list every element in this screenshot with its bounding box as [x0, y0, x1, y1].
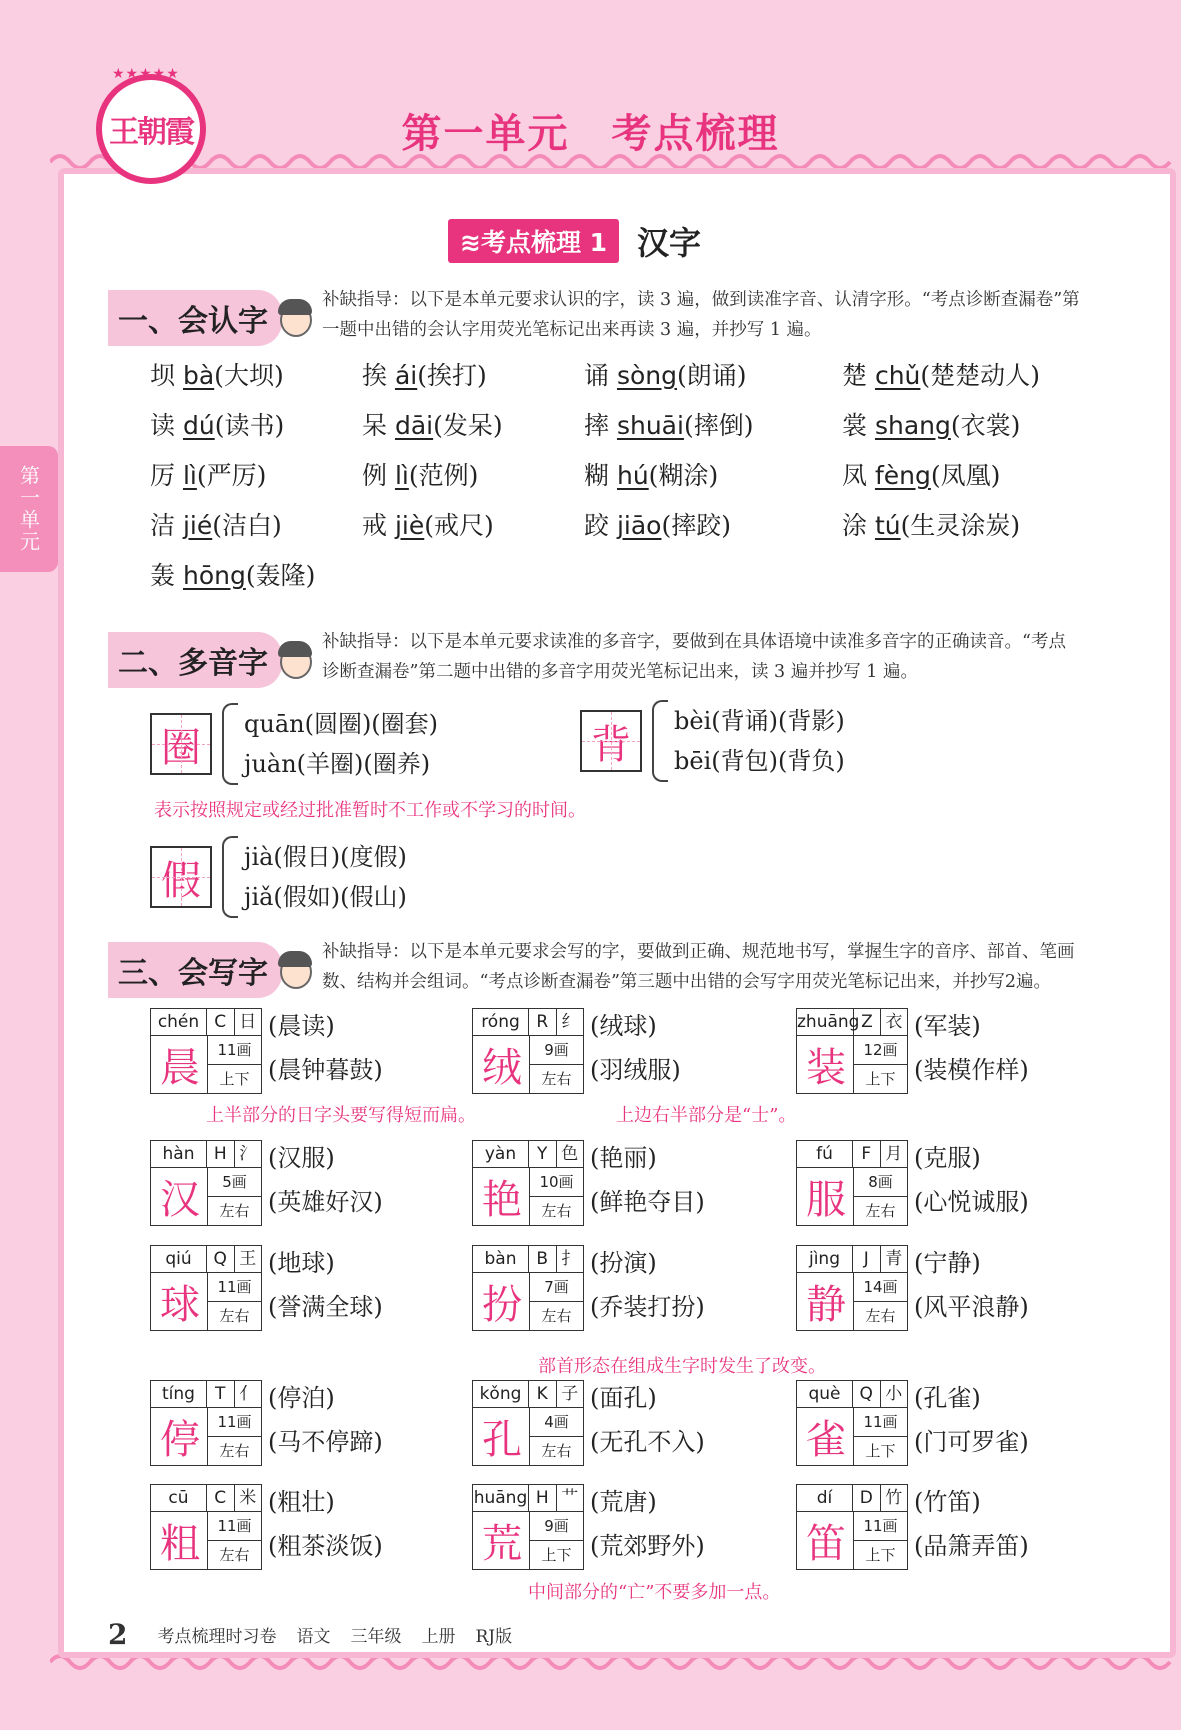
- pinyin: bàn: [473, 1246, 529, 1272]
- example-word: 读书: [224, 411, 275, 440]
- index-letter: B: [529, 1246, 557, 1272]
- index-letter: C: [207, 1009, 235, 1035]
- page-footer: [108, 1618, 512, 1651]
- recognize-chars-grid: [150, 356, 1102, 592]
- char-info-box: [472, 1380, 584, 1466]
- polyphone-char: 假: [150, 846, 212, 908]
- structure: 左右: [865, 1202, 896, 1220]
- big-char: 扮: [475, 1273, 530, 1330]
- recognize-char-item: 跤 jiāo(摔跤): [584, 511, 732, 540]
- section-1-label: 一、会认字: [108, 290, 282, 346]
- write-char-card: [796, 1008, 1029, 1094]
- recognize-char-item: 诵 sòng(朗诵): [584, 361, 747, 390]
- stroke-count: 4画: [530, 1408, 583, 1437]
- kid-face-icon: [276, 639, 314, 681]
- word-1: (粗壮): [268, 1488, 335, 1516]
- big-char: 装: [799, 1036, 854, 1093]
- char-info-box: [472, 1140, 584, 1226]
- recognize-char-item: 厉 lì(严厉): [150, 461, 267, 490]
- stroke-count: 5画: [208, 1168, 261, 1197]
- stroke-count: 11画: [208, 1408, 261, 1437]
- write-char-card: [796, 1380, 1029, 1466]
- write-char-card: [150, 1245, 383, 1331]
- word-1: (孔雀): [914, 1384, 981, 1412]
- annotation-note: 表示按照规定或经过批准暂时不工作或不学习的时间。: [154, 800, 586, 821]
- char: 厉: [150, 461, 176, 490]
- stroke-count: 11画: [208, 1036, 261, 1065]
- char-info-box: [150, 1008, 262, 1094]
- stroke-count: 11画: [208, 1273, 261, 1302]
- pinyin: jiè: [394, 511, 425, 540]
- pinyin: zhuāng: [797, 1009, 854, 1035]
- word-2: (粗茶淡饭): [268, 1532, 383, 1560]
- index-letter: R: [529, 1009, 557, 1035]
- example-word: 轰隆: [255, 561, 306, 590]
- example-word: 糊涂: [658, 461, 709, 490]
- recognize-char-item: 戒 jiè(戒尺): [362, 511, 494, 540]
- footer-edition: RJ版: [475, 1627, 513, 1647]
- char-info-box: [796, 1245, 908, 1331]
- char: 诵: [584, 361, 610, 390]
- big-char: 静: [799, 1273, 854, 1330]
- word-1: (克服): [914, 1144, 981, 1172]
- section-2-header: [108, 632, 314, 688]
- big-char: 雀: [799, 1408, 854, 1465]
- recognize-char-item: 凤 fèng(凤凰): [842, 461, 1001, 490]
- radical: 日: [239, 1012, 257, 1032]
- big-char: 荒: [475, 1512, 530, 1569]
- polyphone-item: [150, 836, 407, 918]
- structure: 左右: [219, 1442, 250, 1460]
- write-char-card: [150, 1008, 383, 1094]
- char-info-box: [150, 1140, 262, 1226]
- word-2: (鲜艳夺目): [590, 1188, 705, 1216]
- footer-grade: 三年级: [350, 1627, 402, 1647]
- pinyin: chǔ: [874, 361, 921, 390]
- char: 例: [362, 461, 388, 490]
- radical: 子: [561, 1384, 579, 1404]
- example-word: 大坝: [223, 361, 274, 390]
- big-char: 球: [153, 1273, 208, 1330]
- index-letter: Y: [529, 1141, 557, 1167]
- index-letter: H: [207, 1141, 235, 1167]
- polyphone-item: [150, 703, 438, 785]
- unit-side-tab: 第一单元: [0, 446, 58, 572]
- index-letter: Q: [853, 1381, 881, 1407]
- recognize-char-item: 涂 tú(生灵涂炭): [842, 511, 1021, 540]
- char: 轰: [150, 561, 176, 590]
- example-word: 楚楚动人: [930, 361, 1031, 390]
- recognize-char-item: 例 lì(范例): [362, 461, 479, 490]
- char: 洁: [150, 511, 176, 540]
- pinyin: hàn: [151, 1141, 207, 1167]
- recognize-char-item: 挨 ái(挨打): [362, 361, 487, 390]
- pinyin: yàn: [473, 1141, 529, 1167]
- section-3-guide: 补缺指导：以下是本单元要求会写的字，要做到正确、规范地书写，掌握生字的音序、部首、笔画数、结构并会组词。“考点诊断查漏卷”第三题中出错的会写字用荧光笔标记出来，并抄写2遍。: [322, 942, 1075, 992]
- structure: 上下: [865, 1546, 896, 1564]
- brace: [222, 836, 238, 918]
- example-word: 严厉: [206, 461, 257, 490]
- index-letter: Z: [854, 1009, 881, 1035]
- example-word: 衣裳: [960, 411, 1011, 440]
- page-title: 第一单元 考点梳理: [401, 111, 780, 157]
- big-char: 服: [799, 1168, 854, 1225]
- char-info-box: [150, 1484, 262, 1570]
- pinyin: cū: [151, 1485, 207, 1511]
- recognize-char-item: 裳 shang(衣裳): [842, 411, 1021, 440]
- radical: 竹: [885, 1488, 903, 1508]
- polyphone-item: [580, 700, 845, 782]
- recognize-char-item: 坝 bà(大坝): [150, 361, 284, 390]
- recognize-char-item: 摔 shuāi(摔倒): [584, 411, 754, 440]
- footer-subject: 语文: [296, 1627, 331, 1647]
- index-letter: J: [853, 1246, 881, 1272]
- section-2-label: 二、多音字: [108, 632, 282, 688]
- write-char-card: [796, 1140, 1029, 1226]
- section-3-header: [108, 942, 314, 998]
- subtitle-text: 汉字: [637, 224, 702, 262]
- word-1: (竹笛): [914, 1488, 981, 1516]
- word-1: (艳丽): [590, 1144, 657, 1172]
- polyphone-char: 圈: [150, 713, 212, 775]
- word-2: (门可罗雀): [914, 1428, 1029, 1456]
- char: 摔: [584, 411, 610, 440]
- polyphone-line: jiǎ(假如)(假山): [244, 883, 407, 911]
- write-char-card: [796, 1245, 1029, 1331]
- word-2: (马不停蹄): [268, 1428, 383, 1456]
- brace: [652, 700, 668, 782]
- example-word: 发呆: [442, 411, 493, 440]
- word-2: (英雄好汉): [268, 1188, 383, 1216]
- structure: 左右: [541, 1442, 572, 1460]
- radical: 扌: [561, 1249, 579, 1269]
- word-1: (晨读): [268, 1012, 335, 1040]
- pinyin: dú: [182, 411, 215, 440]
- structure: 上下: [541, 1546, 572, 1564]
- index-letter: T: [207, 1381, 235, 1407]
- char-info-box: [472, 1008, 584, 1094]
- big-char: 汉: [153, 1168, 208, 1225]
- annotation-note: 中间部分的“亡”不要多加一点。: [528, 1582, 781, 1603]
- section-1-guide: 补缺指导：以下是本单元要求认识的字，读 3 遍，做到读准字音、认清字形。“考点诊断查漏卷”第一题中出错的会认字用荧光笔标记出来再读 3 遍，并抄写 1 遍。: [322, 290, 1080, 340]
- word-1: (扮演): [590, 1249, 657, 1277]
- radical: 米: [239, 1488, 257, 1508]
- brace: [222, 703, 238, 785]
- polyphone-line: jià(假日)(度假): [244, 843, 407, 871]
- word-2: (品箫弄笛): [914, 1532, 1029, 1560]
- example-word: 戒尺: [434, 511, 485, 540]
- stroke-count: 10画: [530, 1168, 583, 1197]
- word-1: (停泊): [268, 1384, 335, 1412]
- stroke-count: 9画: [530, 1512, 583, 1541]
- write-char-card: [472, 1245, 705, 1331]
- recognize-char-item: 糊 hú(糊涂): [584, 461, 719, 490]
- example-word: 挨打: [427, 361, 478, 390]
- example-word: 洁白: [222, 511, 273, 540]
- pinyin: róng: [473, 1009, 529, 1035]
- stroke-count: 12画: [854, 1036, 907, 1065]
- pinyin: qiú: [151, 1246, 207, 1272]
- write-char-card: [150, 1140, 383, 1226]
- word-1: (面孔): [590, 1384, 657, 1412]
- structure: 上下: [865, 1442, 896, 1460]
- char-info-box: [472, 1484, 584, 1570]
- write-char-card: [150, 1484, 383, 1570]
- radical: 月: [885, 1144, 903, 1164]
- pinyin: bà: [182, 361, 215, 390]
- pinyin: què: [797, 1381, 853, 1407]
- polyphone-line: bèi(背诵)(背影): [674, 707, 845, 735]
- char: 楚: [842, 361, 868, 390]
- word-1: (地球): [268, 1249, 335, 1277]
- example-word: 朗诵: [686, 361, 737, 390]
- char-info-box: [796, 1380, 908, 1466]
- stroke-count: 11画: [208, 1512, 261, 1541]
- char-info-box: [150, 1380, 262, 1466]
- big-char: 绒: [475, 1036, 530, 1093]
- stroke-count: 8画: [854, 1168, 907, 1197]
- radical: 艹: [561, 1488, 579, 1508]
- write-char-card: [796, 1484, 1029, 1570]
- write-char-card: [472, 1380, 705, 1466]
- word-1: (军装): [914, 1012, 981, 1040]
- pinyin: lì: [394, 461, 409, 490]
- recognize-char-item: 轰 hōng(轰隆): [150, 561, 316, 590]
- stroke-count: 11画: [854, 1408, 907, 1437]
- char-info-box: [796, 1484, 908, 1570]
- example-word: 摔倒: [693, 411, 744, 440]
- recognize-char-item: 呆 dāi(发呆): [362, 411, 503, 440]
- section-1-header: [108, 290, 314, 346]
- structure: 左右: [541, 1307, 572, 1325]
- char: 坝: [150, 361, 176, 390]
- pinyin: fèng: [874, 461, 931, 490]
- polyphone-char: 背: [580, 710, 642, 772]
- structure: 上下: [865, 1070, 896, 1088]
- char: 挨: [362, 361, 388, 390]
- index-letter: Q: [207, 1246, 235, 1272]
- word-2: (荒郊野外): [590, 1532, 705, 1560]
- annotation-note: 上半部分的日字头要写得短而扁。: [206, 1105, 476, 1126]
- footer-volume: 上册: [421, 1627, 456, 1647]
- example-word: 凤凰: [940, 461, 991, 490]
- index-letter: F: [853, 1141, 881, 1167]
- subtitle-badge: ≋考点梳理 1: [448, 219, 619, 263]
- radical: 纟: [561, 1012, 579, 1032]
- char: 跤: [584, 511, 610, 540]
- example-word: 摔跤: [671, 511, 722, 540]
- pinyin: hú: [616, 461, 649, 490]
- stroke-count: 14画: [854, 1273, 907, 1302]
- char: 裳: [842, 411, 868, 440]
- pinyin: sòng: [616, 361, 678, 390]
- pinyin: huāng: [473, 1485, 529, 1511]
- big-char: 粗: [153, 1512, 208, 1569]
- pinyin: tíng: [151, 1381, 207, 1407]
- char: 涂: [842, 511, 868, 540]
- write-char-card: [472, 1140, 705, 1226]
- footer-book: 考点梳理时习卷: [157, 1627, 277, 1647]
- big-char: 晨: [153, 1036, 208, 1093]
- polyphone-line: quān(圆圈)(圈套): [244, 710, 439, 738]
- big-char: 停: [153, 1408, 208, 1465]
- word-1: (荒唐): [590, 1488, 657, 1516]
- radical: 王: [239, 1249, 257, 1269]
- radical: 衣: [885, 1012, 903, 1032]
- write-char-card: [472, 1484, 705, 1570]
- pinyin: dí: [797, 1485, 853, 1511]
- word-2: (誉满全球): [268, 1293, 383, 1321]
- pinyin: hōng: [182, 561, 246, 590]
- index-letter: C: [207, 1485, 235, 1511]
- recognize-char-item: 读 dú(读书): [150, 411, 285, 440]
- section-subtitle: [448, 218, 701, 264]
- word-2: (晨钟暮鼓): [268, 1056, 383, 1084]
- pinyin: fú: [797, 1141, 853, 1167]
- page-number: 2: [108, 1618, 128, 1651]
- radical: 小: [885, 1384, 903, 1404]
- radical: 氵: [239, 1144, 257, 1164]
- stroke-count: 9画: [530, 1036, 583, 1065]
- annotation-note: 部首形态在组成生字时发生了改变。: [538, 1356, 826, 1377]
- section-2-guide: 补缺指导：以下是本单元要求读准的多音字，要做到在具体语境中读准多音字的正确读音。“考点诊断查漏卷”第二题中出错的多音字用荧光笔标记出来，读 3 遍并抄写 1 遍。: [322, 632, 1066, 682]
- radical: 色: [561, 1144, 579, 1164]
- structure: 左右: [541, 1202, 572, 1220]
- pinyin: chén: [151, 1009, 207, 1035]
- pinyin: ái: [394, 361, 418, 390]
- example-word: 范例: [418, 461, 469, 490]
- index-letter: D: [853, 1485, 881, 1511]
- radical: 青: [885, 1249, 903, 1269]
- kid-face-icon: [276, 297, 314, 339]
- structure: 上下: [219, 1070, 250, 1088]
- structure: 左右: [541, 1070, 572, 1088]
- section-3-label: 三、会写字: [108, 942, 282, 998]
- write-char-card: [472, 1008, 681, 1094]
- big-char: 艳: [475, 1168, 530, 1225]
- char-info-box: [472, 1245, 584, 1331]
- pinyin: shang: [874, 411, 951, 440]
- char-info-box: [150, 1245, 262, 1331]
- char-info-box: [796, 1140, 908, 1226]
- word-2: (乔装打扮): [590, 1293, 705, 1321]
- word-2: (无孔不入): [590, 1428, 705, 1456]
- recognize-char-item: 洁 jié(洁白): [150, 511, 282, 540]
- pinyin: jìng: [797, 1246, 853, 1272]
- stroke-count: 11画: [854, 1512, 907, 1541]
- crown-icon: ★★★★★: [112, 66, 180, 82]
- polyphone-line: juàn(羊圈)(圈养): [244, 750, 431, 778]
- char: 戒: [362, 511, 388, 540]
- word-2: (装模作样): [914, 1056, 1029, 1084]
- polyphone-line: bēi(背包)(背负): [674, 747, 845, 775]
- pinyin: jiāo: [616, 511, 662, 540]
- char: 读: [150, 411, 176, 440]
- word-1: (绒球): [590, 1012, 657, 1040]
- recognize-char-item: 楚 chǔ(楚楚动人): [842, 361, 1040, 390]
- pinyin: lì: [182, 461, 197, 490]
- index-letter: K: [529, 1381, 557, 1407]
- word-1: (汉服): [268, 1144, 335, 1172]
- radical: 亻: [239, 1384, 257, 1404]
- char-info-box: [796, 1008, 908, 1094]
- pinyin: kǒng: [473, 1381, 529, 1407]
- word-2: (心悦诚服): [914, 1188, 1029, 1216]
- structure: 左右: [865, 1307, 896, 1325]
- example-word: 生灵涂炭: [910, 511, 1011, 540]
- big-char: 孔: [475, 1408, 530, 1465]
- pinyin: tú: [874, 511, 901, 540]
- kid-face-icon: [276, 949, 314, 991]
- index-letter: H: [529, 1485, 557, 1511]
- logo-text: 王朝霞: [109, 115, 193, 150]
- stroke-count: 7画: [530, 1273, 583, 1302]
- write-char-card: [150, 1380, 383, 1466]
- char: 糊: [584, 461, 610, 490]
- pinyin: jié: [182, 511, 213, 540]
- word-1: (宁静): [914, 1249, 981, 1277]
- annotation-note: 上边右半部分是“士”。: [616, 1105, 797, 1126]
- char: 呆: [362, 411, 388, 440]
- char: 凤: [842, 461, 868, 490]
- word-2: (风平浪静): [914, 1293, 1029, 1321]
- structure: 左右: [219, 1546, 250, 1564]
- pinyin: shuāi: [616, 411, 684, 440]
- structure: 左右: [219, 1202, 250, 1220]
- pinyin: dāi: [394, 411, 434, 440]
- word-2: (羽绒服): [590, 1056, 681, 1084]
- structure: 左右: [219, 1307, 250, 1325]
- big-char: 笛: [799, 1512, 854, 1569]
